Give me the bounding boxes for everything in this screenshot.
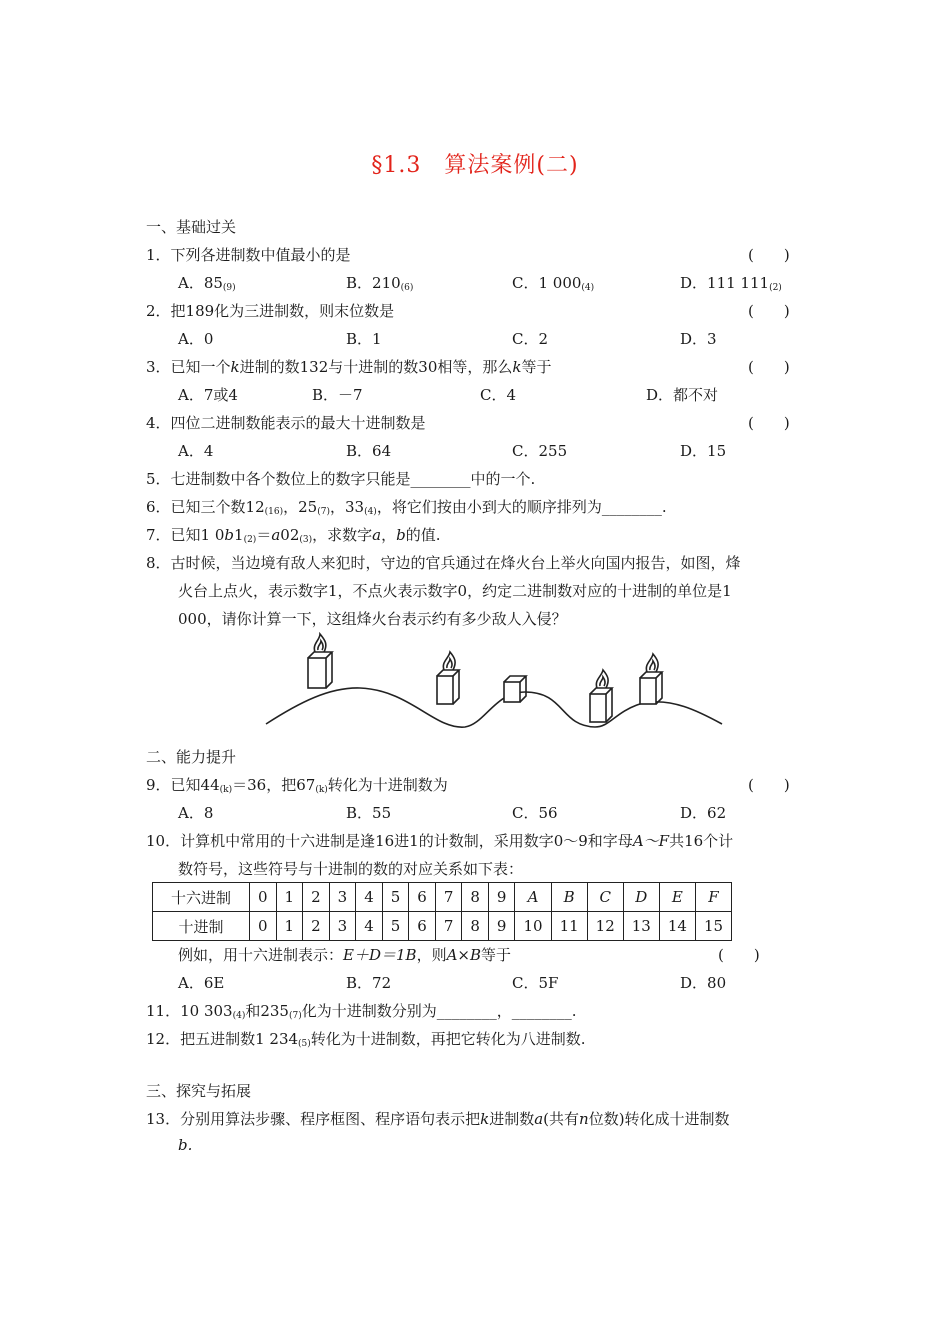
beacon-towers-figure [260, 632, 730, 732]
q9-option-b: B．55 [346, 804, 392, 822]
question-12: 12．把五进制数1 $234_{(5)}$转化为十进制数，再把它转化为八进制数. [146, 1030, 586, 1049]
q3-option-d: D．都不对 [646, 386, 719, 404]
section-heading-basic: 一、基础过关 [146, 218, 237, 236]
page-title: §1.3 算法案例(二) [371, 153, 579, 178]
table-cell: 2 [303, 912, 330, 941]
table-cell: 6 [409, 912, 436, 941]
hex-decimal-table [152, 882, 732, 941]
section-heading-explore: 三、探究与拓展 [146, 1082, 252, 1100]
q2-option-d: D．3 [680, 330, 717, 348]
q3-option-c: C．4 [480, 386, 517, 404]
question-6: 6．已知三个数$12_{(16)}$，$25_{(7)}$，$33_{(4)}$，将它们按由小到大的顺序排列为________. [146, 498, 667, 517]
question-4-stem: 4．四位二进制数能表示的最大十进制数是 [146, 414, 426, 432]
q9-option-c: C．56 [512, 804, 558, 822]
table-cell: 1 [276, 912, 303, 941]
question-13-line-1: 13．分别用算法步骤、程序框图、程序语句表示把k进制数a(共有n位数)转化成十进制数 [146, 1110, 730, 1128]
table-row-hex [153, 883, 732, 912]
question-8-line-2: 火台上点火，表示数字1，不点火表示数字0，约定二进制数对应的十进制的单位是1 [178, 582, 732, 600]
question-8-line-3: 000，请你计算一下，这组烽火台表示约有多少敌人入侵？ [178, 610, 567, 628]
table-cell: 7 [435, 883, 462, 912]
table-cell: 8 [462, 912, 489, 941]
q1-option-d: D．111 $111_{(2)}$ [680, 274, 782, 293]
table-cell: A [515, 883, 551, 912]
table-row-decimal [153, 912, 732, 941]
table-cell: 0 [250, 883, 277, 912]
question-1-stem: 1．下列各进制数中值最小的是 [146, 246, 351, 264]
question-11: 11．10 $303_{(4)}$和$235_{(7)}$化为十进制数分别为________，________. [146, 1002, 577, 1021]
question-10-example: 例如，用十六进制表示：E＋D＝1B，则A×B等于 [178, 946, 512, 964]
table-cell: 12 [587, 912, 623, 941]
q10-option-d: D．80 [680, 974, 727, 992]
q1-option-a: A．$85_{(9)}$ [178, 274, 236, 293]
question-8-line-1: 8．古时候，当边境有敌人来犯时，守边的官兵通过在烽火台上举火向国内报告，如图，烽 [146, 554, 741, 572]
table-cell: 5 [382, 912, 409, 941]
question-5: 5．七进制数中各个数位上的数字只能是________中的一个. [146, 470, 536, 488]
table-cell: 6 [409, 883, 436, 912]
question-10-line-1: 10．计算机中常用的十六进制是逢16进1的计数制，采用数字0～9和字母A～F共16个计 [146, 832, 734, 850]
q1-option-c: C．1 $000_{(4)}$ [512, 274, 595, 293]
question-1-answer-paren: ( ) [748, 246, 790, 264]
table-cell: 9 [488, 883, 515, 912]
table-row-header: 十六进制 [153, 883, 250, 912]
question-2-stem: 2．把189化为三进制数，则末位数是 [146, 302, 395, 320]
q2-option-b: B．1 [346, 330, 382, 348]
table-cell: 15 [695, 912, 731, 941]
table-cell: 7 [435, 912, 462, 941]
q4-option-a: A．4 [178, 442, 214, 460]
table-cell: 14 [659, 912, 695, 941]
table-cell: 0 [250, 912, 277, 941]
question-10-answer-paren: ( ) [718, 946, 760, 964]
q9-option-d: D．62 [680, 804, 727, 822]
table-cell: E [659, 883, 695, 912]
q10-option-b: B．72 [346, 974, 392, 992]
table-cell: F [695, 883, 731, 912]
question-2-answer-paren: ( ) [748, 302, 790, 320]
q4-option-c: C．255 [512, 442, 568, 460]
q3-option-a: A．7或4 [178, 386, 238, 404]
table-cell: 13 [623, 912, 659, 941]
q4-option-b: B．64 [346, 442, 392, 460]
q1-option-b: B．$210_{(6)}$ [346, 274, 414, 293]
table-cell: 10 [515, 912, 551, 941]
table-cell: 11 [551, 912, 587, 941]
question-7: 7．已知1 $0b1_{(2)}=a02_{(3)}$，求数字a，b的值. [146, 526, 441, 545]
q2-option-a: A．0 [178, 330, 214, 348]
q9-option-a: A．8 [178, 804, 214, 822]
q2-option-c: C．2 [512, 330, 549, 348]
table-cell: 9 [488, 912, 515, 941]
q4-option-d: D．15 [680, 442, 727, 460]
table-row-header: 十进制 [153, 912, 250, 941]
table-cell: 4 [356, 912, 383, 941]
table-cell: D [623, 883, 659, 912]
question-9-answer-paren: ( ) [748, 776, 790, 794]
table-cell: 5 [382, 883, 409, 912]
q10-option-c: C．5F [512, 974, 559, 992]
question-10-line-2: 数符号，这些符号与十进制的数的对应关系如下表： [178, 860, 524, 878]
q3-option-b: B．－7 [312, 386, 363, 404]
question-3-answer-paren: ( ) [748, 358, 790, 376]
table-cell: 4 [356, 883, 383, 912]
table-cell: B [551, 883, 587, 912]
section-heading-ability: 二、能力提升 [146, 748, 237, 766]
table-cell: 3 [329, 912, 356, 941]
table-cell: 3 [329, 883, 356, 912]
table-cell: 2 [303, 883, 330, 912]
question-4-answer-paren: ( ) [748, 414, 790, 432]
question-3-stem: 3．已知一个k进制的数132与十进制的数30相等，那么k等于 [146, 358, 552, 376]
q10-option-a: A．6E [178, 974, 225, 992]
table-cell: C [587, 883, 623, 912]
question-9-stem: 9．已知$44_{(k)}=36$，把$67_{(k)}$转化为十进制数为 [146, 776, 448, 795]
question-13-line-2: b. [178, 1136, 193, 1154]
table-cell: 8 [462, 883, 489, 912]
table-cell: 1 [276, 883, 303, 912]
